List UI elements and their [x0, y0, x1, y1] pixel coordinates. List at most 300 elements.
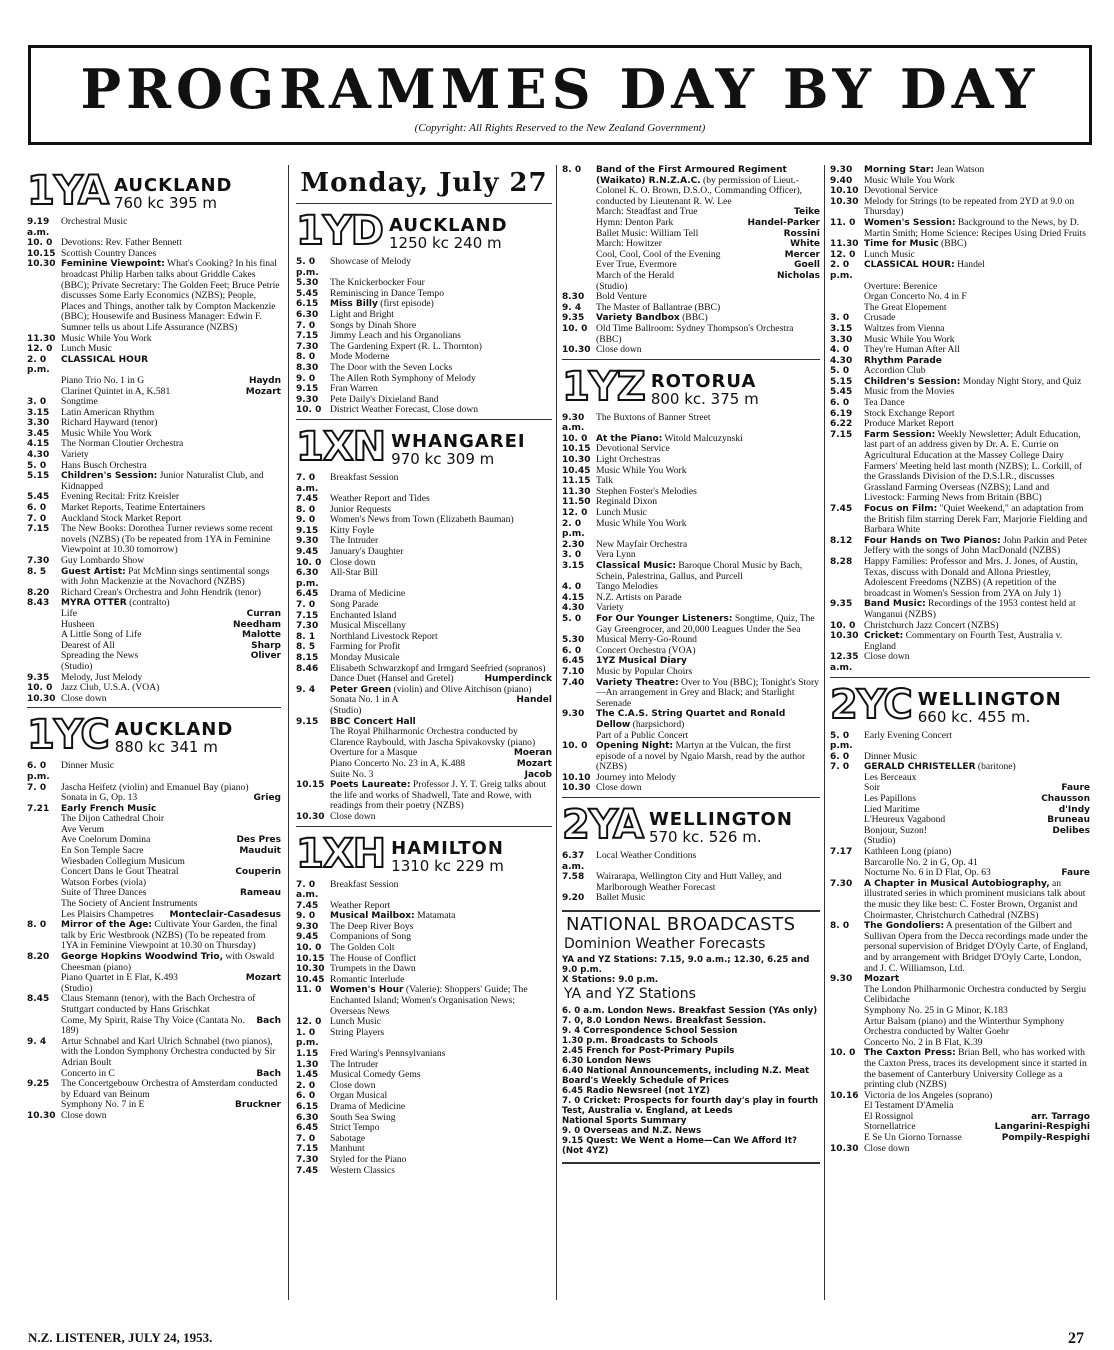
programme-time: 8. 0: [562, 165, 582, 175]
programme-desc: [596, 709, 820, 730]
programme-text: Kathleen Long (piano): [864, 846, 952, 858]
programme-desc: [61, 355, 281, 376]
programme-text: Jimmy Leach and his Organolians: [330, 330, 461, 342]
programme-time: 8. 1: [296, 631, 316, 642]
programme-time: 8.30: [562, 292, 585, 303]
programme-desc: [864, 536, 1090, 557]
programme-highlight: For Our Younger Listeners:: [596, 613, 733, 624]
work-title: Suite No. 3: [330, 768, 374, 780]
programme-text: Jean Watson: [933, 164, 985, 175]
programme-time: 7.30: [296, 621, 319, 632]
programme-time: 8.28: [830, 556, 853, 567]
programme-text: Musical Comedy Gems: [330, 1069, 421, 1081]
programme-desc: [864, 557, 1090, 599]
composer: Faure: [1061, 783, 1090, 794]
programme-time: [830, 836, 864, 847]
programme-time: 1.15: [296, 1049, 319, 1059]
programme-desc: [330, 706, 552, 717]
programme-text: Wiesbaden Collegium Musicum: [61, 855, 185, 867]
programme-text: Music from the Movies: [864, 386, 955, 398]
composer: Mercer: [784, 249, 820, 260]
programme-text: Song Parade: [330, 599, 379, 611]
programme-text: Waltzes from Vienna: [864, 322, 945, 334]
programme-text: Symphony No. 25 in G Minor, K.183: [864, 1004, 1008, 1016]
masthead: [28, 45, 1092, 145]
programme-text: Auckland Stock Market Report: [61, 512, 182, 524]
programme-desc: [864, 345, 1090, 356]
programme-time: 6.30: [296, 1112, 319, 1123]
station-call: 1YD: [296, 208, 383, 254]
programme-time: 10.30: [27, 1110, 56, 1121]
programme-time: 9. 4: [296, 684, 316, 695]
programme-time: 9.30 a.m.: [562, 412, 585, 434]
programme-highlight: CLASSICAL HOUR: [61, 354, 149, 365]
programme-text: Close down: [596, 344, 642, 356]
programme-time: 3.15: [562, 561, 585, 571]
programme-text: Monday Night Story, and Quiz: [960, 375, 1082, 387]
programme-text: (BBC): [679, 312, 708, 324]
composer: Rameau: [240, 888, 281, 899]
programme-time: [830, 292, 864, 303]
programme-text: (Studio): [330, 704, 362, 716]
national-item: 7. 0, 8.0 London News. Breakfast Session.: [562, 1015, 767, 1026]
work-title: Dearest of All: [61, 639, 115, 651]
work-title: Symphony No. 7 in E: [61, 1099, 145, 1111]
programme-item: [562, 345, 820, 356]
programme-text: The Intruder: [330, 1058, 379, 1070]
work-title: Suite of Three Dances: [61, 887, 147, 899]
programme-highlight: The Caxton Press:: [864, 1048, 956, 1059]
programme-time: [27, 825, 61, 836]
programme-text: Witold Malcuzynski: [662, 432, 743, 444]
programme-time: 3.45: [27, 428, 50, 439]
column-2: [296, 165, 552, 1176]
programme-time: 2.30: [562, 539, 585, 550]
programme-desc: [596, 165, 820, 207]
programme-text: (baritone): [975, 761, 1016, 773]
programme-text: (Studio): [61, 660, 93, 672]
programme-highlight: George Hopkins Woodwind Trio,: [61, 952, 223, 962]
programme-item: [830, 536, 1090, 557]
programme-time: 12. 0: [562, 508, 588, 519]
programme-time: 7.15: [27, 524, 50, 535]
programme-time: 10.30: [562, 345, 591, 356]
programme-time: [562, 282, 596, 293]
programme-text: Vera Lynn: [596, 549, 636, 561]
programme-text: Close down: [596, 782, 642, 794]
work-title: Husheen: [61, 618, 95, 630]
programme-text: The Knickerbocker Four: [330, 277, 425, 289]
programme-time: 3. 0: [562, 550, 582, 561]
programme-text: The Norman Cloutier Orchestra: [61, 438, 184, 450]
programme-item: [296, 568, 552, 589]
programme-time: 8.20: [27, 587, 50, 598]
programme-time: [27, 984, 61, 995]
work-title: Soir: [864, 782, 880, 794]
programme-time: 7.45: [830, 504, 853, 514]
programme-time: 3.30: [830, 334, 853, 345]
programme-text: Hans Busch Orchestra: [61, 459, 147, 471]
programme-time: 4.30: [27, 450, 50, 461]
programme-text: Devotional Service: [596, 443, 670, 455]
programme-desc: [596, 741, 820, 773]
station-frequency: 760 kc 395 m: [113, 194, 218, 212]
programme-desc: [596, 303, 820, 314]
programme-text: The Concertgebouw Orchestra of Amsterdam conducted by Eduard van Beinum: [61, 1078, 278, 1100]
programme-item: [562, 741, 820, 773]
programme-time: [830, 1038, 864, 1049]
programme-item: [562, 893, 820, 904]
work-title: Overture for a Masque: [330, 747, 418, 759]
work-line: [27, 1016, 281, 1037]
programme-text: Tea Dance: [864, 397, 905, 409]
programme-text: Scottish Country Dances: [61, 247, 157, 259]
programme-text: Melody for Strings (to be repeated from 2YD at 9.0 on Thursday): [864, 195, 1075, 218]
weather-forecasts-heading: Dominion Weather Forecasts: [564, 935, 766, 952]
programme-time: 9. 4: [562, 302, 582, 313]
work-title: Stornellatrice: [864, 1121, 916, 1133]
programme-text: Produce Market Report: [864, 418, 955, 430]
programme-text: Weather Report: [330, 899, 391, 911]
programme-highlight: Opening Night:: [596, 741, 674, 752]
divider: [296, 419, 552, 420]
programme-highlight: Mozart: [864, 974, 900, 985]
programme-item: [562, 678, 820, 710]
programme-desc: [864, 1017, 1090, 1038]
programme-desc: [330, 985, 552, 1017]
programme-item: [830, 430, 1090, 504]
programme-text: Variety: [596, 602, 624, 614]
programme-desc: [864, 731, 1090, 752]
programme-time: 5.45: [296, 288, 319, 299]
programme-desc: [330, 1166, 552, 1177]
programme-time: 3.15: [830, 323, 853, 334]
programme-item: [562, 783, 820, 794]
weather-times-x: X Stations: 9.0 p.m.: [562, 975, 659, 986]
programme-highlight: The Gondoliers:: [864, 921, 945, 932]
programme-time: 8.43: [27, 598, 50, 609]
programme-time: 8. 0: [296, 504, 316, 515]
programme-time: 2. 0 p.m.: [27, 354, 50, 376]
national-broadcasts-title: NATIONAL BROADCASTS: [566, 914, 796, 936]
column-rule: [824, 165, 825, 1300]
programme-time: 7. 0: [296, 320, 316, 331]
programme-text: Claus Stemann (tenor), with the Bach Orchestra of Stuttgart conducted by Hans Grischkat: [61, 993, 256, 1015]
programme-time: 9.30: [296, 536, 319, 547]
work-title: En Son Temple Sacre: [61, 845, 144, 857]
work-title: Concerto in C: [61, 1067, 115, 1079]
station-frequency: 880 kc 341 m: [114, 738, 218, 757]
programme-desc: [596, 519, 820, 540]
programme-item: [830, 197, 1090, 218]
programme-time: 9.35: [562, 313, 585, 324]
programme-time: 12. 0: [830, 249, 856, 260]
programme-desc: [864, 652, 1090, 673]
programme-text: Close down: [330, 556, 376, 568]
station-header: [27, 711, 281, 759]
programme-time: 7. 0 a.m.: [296, 879, 319, 901]
programme-time: 10.45: [562, 465, 591, 476]
programme-time: 9.15: [296, 716, 319, 727]
programme-item: [27, 952, 281, 973]
programme-text: Wairarapa, Wellington City and Hutt Valley, and Marlborough Weather Forecast: [596, 871, 782, 893]
programme-time: 10.30: [562, 783, 591, 794]
national-item: 6.40 National Announcements, including N.Z. Meat Board's Weekly Schedule of Prices: [562, 1065, 810, 1086]
station-frequency: 570 kc. 526 m.: [648, 828, 762, 847]
programme-time: 9.30: [830, 974, 853, 985]
programme-text: Brian Bell, who has worked with the Caxton Press, traces its development since it started in the basement of Canterbury University College as a printing club (NZBS): [864, 1047, 1087, 1091]
station-call: 1XN: [296, 423, 386, 470]
composer: Curran: [246, 608, 281, 619]
programme-highlight: At the Piano:: [596, 433, 663, 444]
work-title: Bonjour, Suzon!: [864, 824, 928, 836]
programme-time: 12. 0: [27, 344, 53, 355]
composer: Teike: [794, 207, 820, 218]
programme-time: 5. 0 p.m.: [296, 257, 319, 278]
programme-text: Concerto No. 2 in B Flat, K.39: [864, 1036, 983, 1048]
programme-time: 1. 0 p.m.: [296, 1027, 319, 1049]
programme-text: Reginald Dixon: [596, 496, 658, 508]
programme-text: Light Orchestras: [596, 454, 661, 466]
programme-time: [27, 878, 61, 889]
programme-item: [296, 257, 552, 278]
programme-text: Overture: Berenice: [864, 280, 938, 292]
programme-text: Variety: [61, 449, 89, 461]
programme-desc: [61, 761, 281, 782]
programme-text: (by permission of Lieut.-Colonel K. O. Brown, D.S.O., Commanding Officer), conducted by Lieutenant R. W. Lee: [596, 174, 803, 207]
work-title: Sonata in G, Op. 13: [61, 792, 138, 804]
programme-time: 4.30: [562, 603, 585, 614]
programme-item: [296, 780, 552, 812]
programme-time: 5.30: [562, 635, 585, 646]
composer: Des Pres: [236, 835, 281, 846]
programme-desc: [864, 879, 1090, 921]
programme-desc: [61, 567, 281, 588]
programme-text: Baroque Choral Music by Bach, Schein, Palestrina, Gallus, and Purcell: [596, 560, 803, 582]
programme-text: Stephen Foster's Melodies: [596, 485, 697, 497]
programme-time: 10.45: [296, 974, 325, 985]
station-header: [296, 423, 552, 470]
programme-desc: [864, 1144, 1090, 1155]
programme-list: [830, 165, 1090, 674]
programme-time: 9.15: [296, 525, 319, 536]
programme-text: Early Evening Concert: [864, 729, 952, 741]
programme-text: Companions of Song: [330, 931, 412, 943]
programme-time: 5.30: [296, 278, 319, 289]
composer: Langarini-Respighi: [994, 1122, 1090, 1133]
programme-text: Lunch Music: [864, 248, 915, 260]
programme-text: Mode Moderne: [330, 351, 390, 363]
programme-time: 9.45: [296, 932, 319, 943]
programme-time: 7.30: [27, 556, 50, 566]
programme-time: 9.20: [562, 893, 585, 904]
programme-text: Manhunt: [330, 1143, 365, 1155]
work-line: [27, 609, 281, 620]
programme-highlight: Children's Session:: [864, 376, 961, 387]
programme-list: [562, 165, 820, 356]
programme-time: 5. 0: [562, 613, 582, 624]
programme-text: Drama of Medicine: [330, 588, 406, 600]
work-title: E Se Un Giorno Tornasse: [864, 1132, 962, 1144]
copyright-note: (Copyright: All Rights Reserved to the New Zealand Government): [414, 122, 706, 134]
work-title: Cool, Cool, Cool of the Evening: [596, 248, 721, 260]
programme-text: Artur Balsam (piano) and the Winterthur Symphony Orchestra conducted by Walter Goehr: [864, 1015, 1065, 1038]
programme-item: [830, 504, 1090, 536]
programme-time: 7.45: [296, 900, 319, 911]
programme-text: Fran Warren: [330, 383, 378, 395]
programme-desc: [330, 257, 552, 278]
programme-time: 11. 0: [296, 985, 322, 996]
programme-text: Music While You Work: [61, 427, 152, 439]
programme-time: [830, 282, 864, 293]
work-line: [562, 218, 820, 229]
work-line: [296, 759, 552, 770]
programme-time: 10.30: [27, 693, 56, 704]
ya-yz-heading: YA and YZ Stations: [564, 986, 696, 1003]
programme-highlight: Early French Music: [61, 803, 157, 814]
national-item: 6. 0 a.m. London News. Breakfast Session (YAs only): [562, 1005, 818, 1016]
programme-text: Close down: [61, 692, 107, 704]
programme-text: Commentary on Fourth Test, Australia v. England: [864, 630, 1063, 652]
programme-list: [27, 217, 281, 704]
programme-item: [830, 879, 1090, 921]
programme-time: 12.35 a.m.: [830, 652, 859, 673]
national-item: 1.30 p.m. Broadcasts to Schools: [562, 1035, 718, 1046]
programme-desc: [61, 1037, 281, 1069]
programme-desc: [864, 1048, 1090, 1090]
station-frequency: 660 kc. 455 m.: [917, 707, 1031, 726]
programme-desc: [330, 780, 552, 812]
composer: Handel-Parker: [747, 217, 820, 228]
programme-desc: [596, 466, 820, 477]
programme-text: Drama of Medicine: [330, 1100, 406, 1112]
programme-time: 7.17: [830, 847, 853, 858]
programme-highlight: Miss Billy: [330, 299, 378, 310]
divider: [296, 826, 552, 827]
programme-time: 7. 0: [296, 1133, 316, 1144]
programme-item: [27, 567, 281, 588]
programme-highlight: Four Hands on Two Pianos:: [864, 535, 1001, 546]
weather-times: YA and YZ Stations: 7.15, 9.0 a.m.; 12.30, 6.25 and 9.0 p.m.: [562, 955, 810, 976]
programme-text: Devotional Service: [864, 185, 938, 197]
programme-text: Close down: [330, 810, 376, 822]
programme-item: [562, 165, 820, 207]
programme-text: Concert Orchestra (VOA): [596, 644, 696, 656]
programme-text: Melody, Just Melody: [61, 671, 143, 683]
programme-text: Music While You Work: [864, 174, 955, 186]
programme-desc: [61, 920, 281, 952]
programme-time: 3. 0: [830, 313, 850, 324]
programme-desc: [330, 1028, 552, 1049]
programme-time: 6.45: [296, 1123, 319, 1134]
programme-time: 10.16: [830, 1090, 859, 1101]
programme-time: 10.30: [27, 259, 56, 270]
programme-time: 7. 0: [296, 600, 316, 611]
programme-time: 9.45: [296, 547, 319, 558]
programme-text: Organ Musical: [330, 1090, 388, 1102]
programme-time: 10.15: [562, 444, 591, 455]
national-broadcasts-box: [562, 910, 820, 1164]
programme-desc: [330, 289, 552, 300]
programme-time: 11.15: [562, 476, 591, 487]
programme-text: (Studio): [596, 280, 628, 292]
work-title: Les Plaisirs Champetres: [61, 908, 154, 920]
column-4: [830, 165, 1090, 1154]
programme-time: [830, 1017, 864, 1038]
composer: Bruneau: [1047, 815, 1090, 826]
programme-text: Lunch Music: [61, 343, 112, 355]
composer: Jacob: [524, 769, 552, 780]
programme-time: [830, 1101, 864, 1112]
programme-time: 10.30: [296, 811, 325, 822]
national-item: 9. 0 Overseas and N.Z. News: [562, 1125, 702, 1136]
programme-item: [830, 752, 1090, 763]
work-title: March of the Herald: [596, 269, 675, 281]
programme-item: [830, 1017, 1090, 1038]
programme-text: Farming for Profit: [330, 641, 401, 653]
programme-time: 7.15: [296, 1144, 319, 1155]
programme-highlight: CLASSICAL HOUR:: [864, 260, 955, 271]
programme-highlight: GERALD CHRISTELLER: [864, 762, 976, 773]
programme-item: [830, 731, 1090, 752]
programme-time: 8.12: [830, 535, 853, 546]
programme-item: [27, 1037, 281, 1069]
programme-text: The Gardening Expert (R. L. Thornton): [330, 340, 482, 352]
programme-desc: [596, 893, 820, 904]
programme-time: 9.15: [296, 384, 319, 395]
programme-time: 10.15: [296, 953, 325, 964]
programme-highlight: 1YZ Musical Diary: [596, 656, 687, 667]
programme-desc: [330, 405, 552, 416]
programme-text: Orchestral Music: [61, 216, 128, 227]
work-title: El Rossignol: [864, 1110, 914, 1122]
composer: Haydn: [248, 375, 281, 386]
programme-time: 11.30: [830, 239, 859, 250]
programme-time: 9.35: [830, 599, 853, 610]
programme-item: [296, 812, 552, 823]
work-title: Come, My Spirit, Raise Thy Voice (Cantata No. 189): [61, 1014, 245, 1037]
programme-text: Artur Schnabel and Karl Ulrich Schnabel (two pianos), with the London Symphony Orchestra conducted by Sir Adrian Boult: [61, 1035, 276, 1068]
programme-text: Close down: [864, 651, 910, 663]
programme-time: 8. 5: [27, 566, 47, 577]
programme-list: [830, 731, 1090, 1155]
programme-text: (BBC): [938, 238, 967, 250]
programme-time: 10. 0: [296, 405, 322, 416]
national-list: [562, 1006, 820, 1156]
programme-text: New Mayfair Orchestra: [596, 538, 688, 550]
programme-item: [830, 921, 1090, 974]
station-header: [562, 363, 820, 410]
programme-highlight: Children's Session:: [61, 471, 158, 482]
programme-time: [830, 1006, 864, 1017]
programme-time: 8.46: [296, 663, 319, 674]
programme-text: Christchurch Jazz Concert (NZBS): [864, 619, 999, 631]
programme-desc: [61, 1079, 281, 1100]
programme-time: 9. 0: [296, 373, 316, 384]
programme-time: [562, 731, 596, 742]
programme-time: 12. 0: [296, 1017, 322, 1028]
programme-text: They're Human After All: [864, 344, 960, 356]
programme-desc: [330, 568, 552, 589]
programme-text: Old Time Ballroom: Sydney Thompson's Orchestra (BBC): [596, 322, 794, 345]
programme-time: 6. 0: [27, 503, 47, 514]
programme-text: Ballet Music: [596, 892, 646, 904]
programme-desc: [864, 921, 1090, 974]
work-title: Ever True, Evermore: [596, 259, 677, 271]
programme-text: Songs by Dinah Shore: [330, 319, 417, 331]
station-city: HAMILTON: [391, 837, 504, 859]
programme-text: Light and Bright: [330, 308, 394, 320]
